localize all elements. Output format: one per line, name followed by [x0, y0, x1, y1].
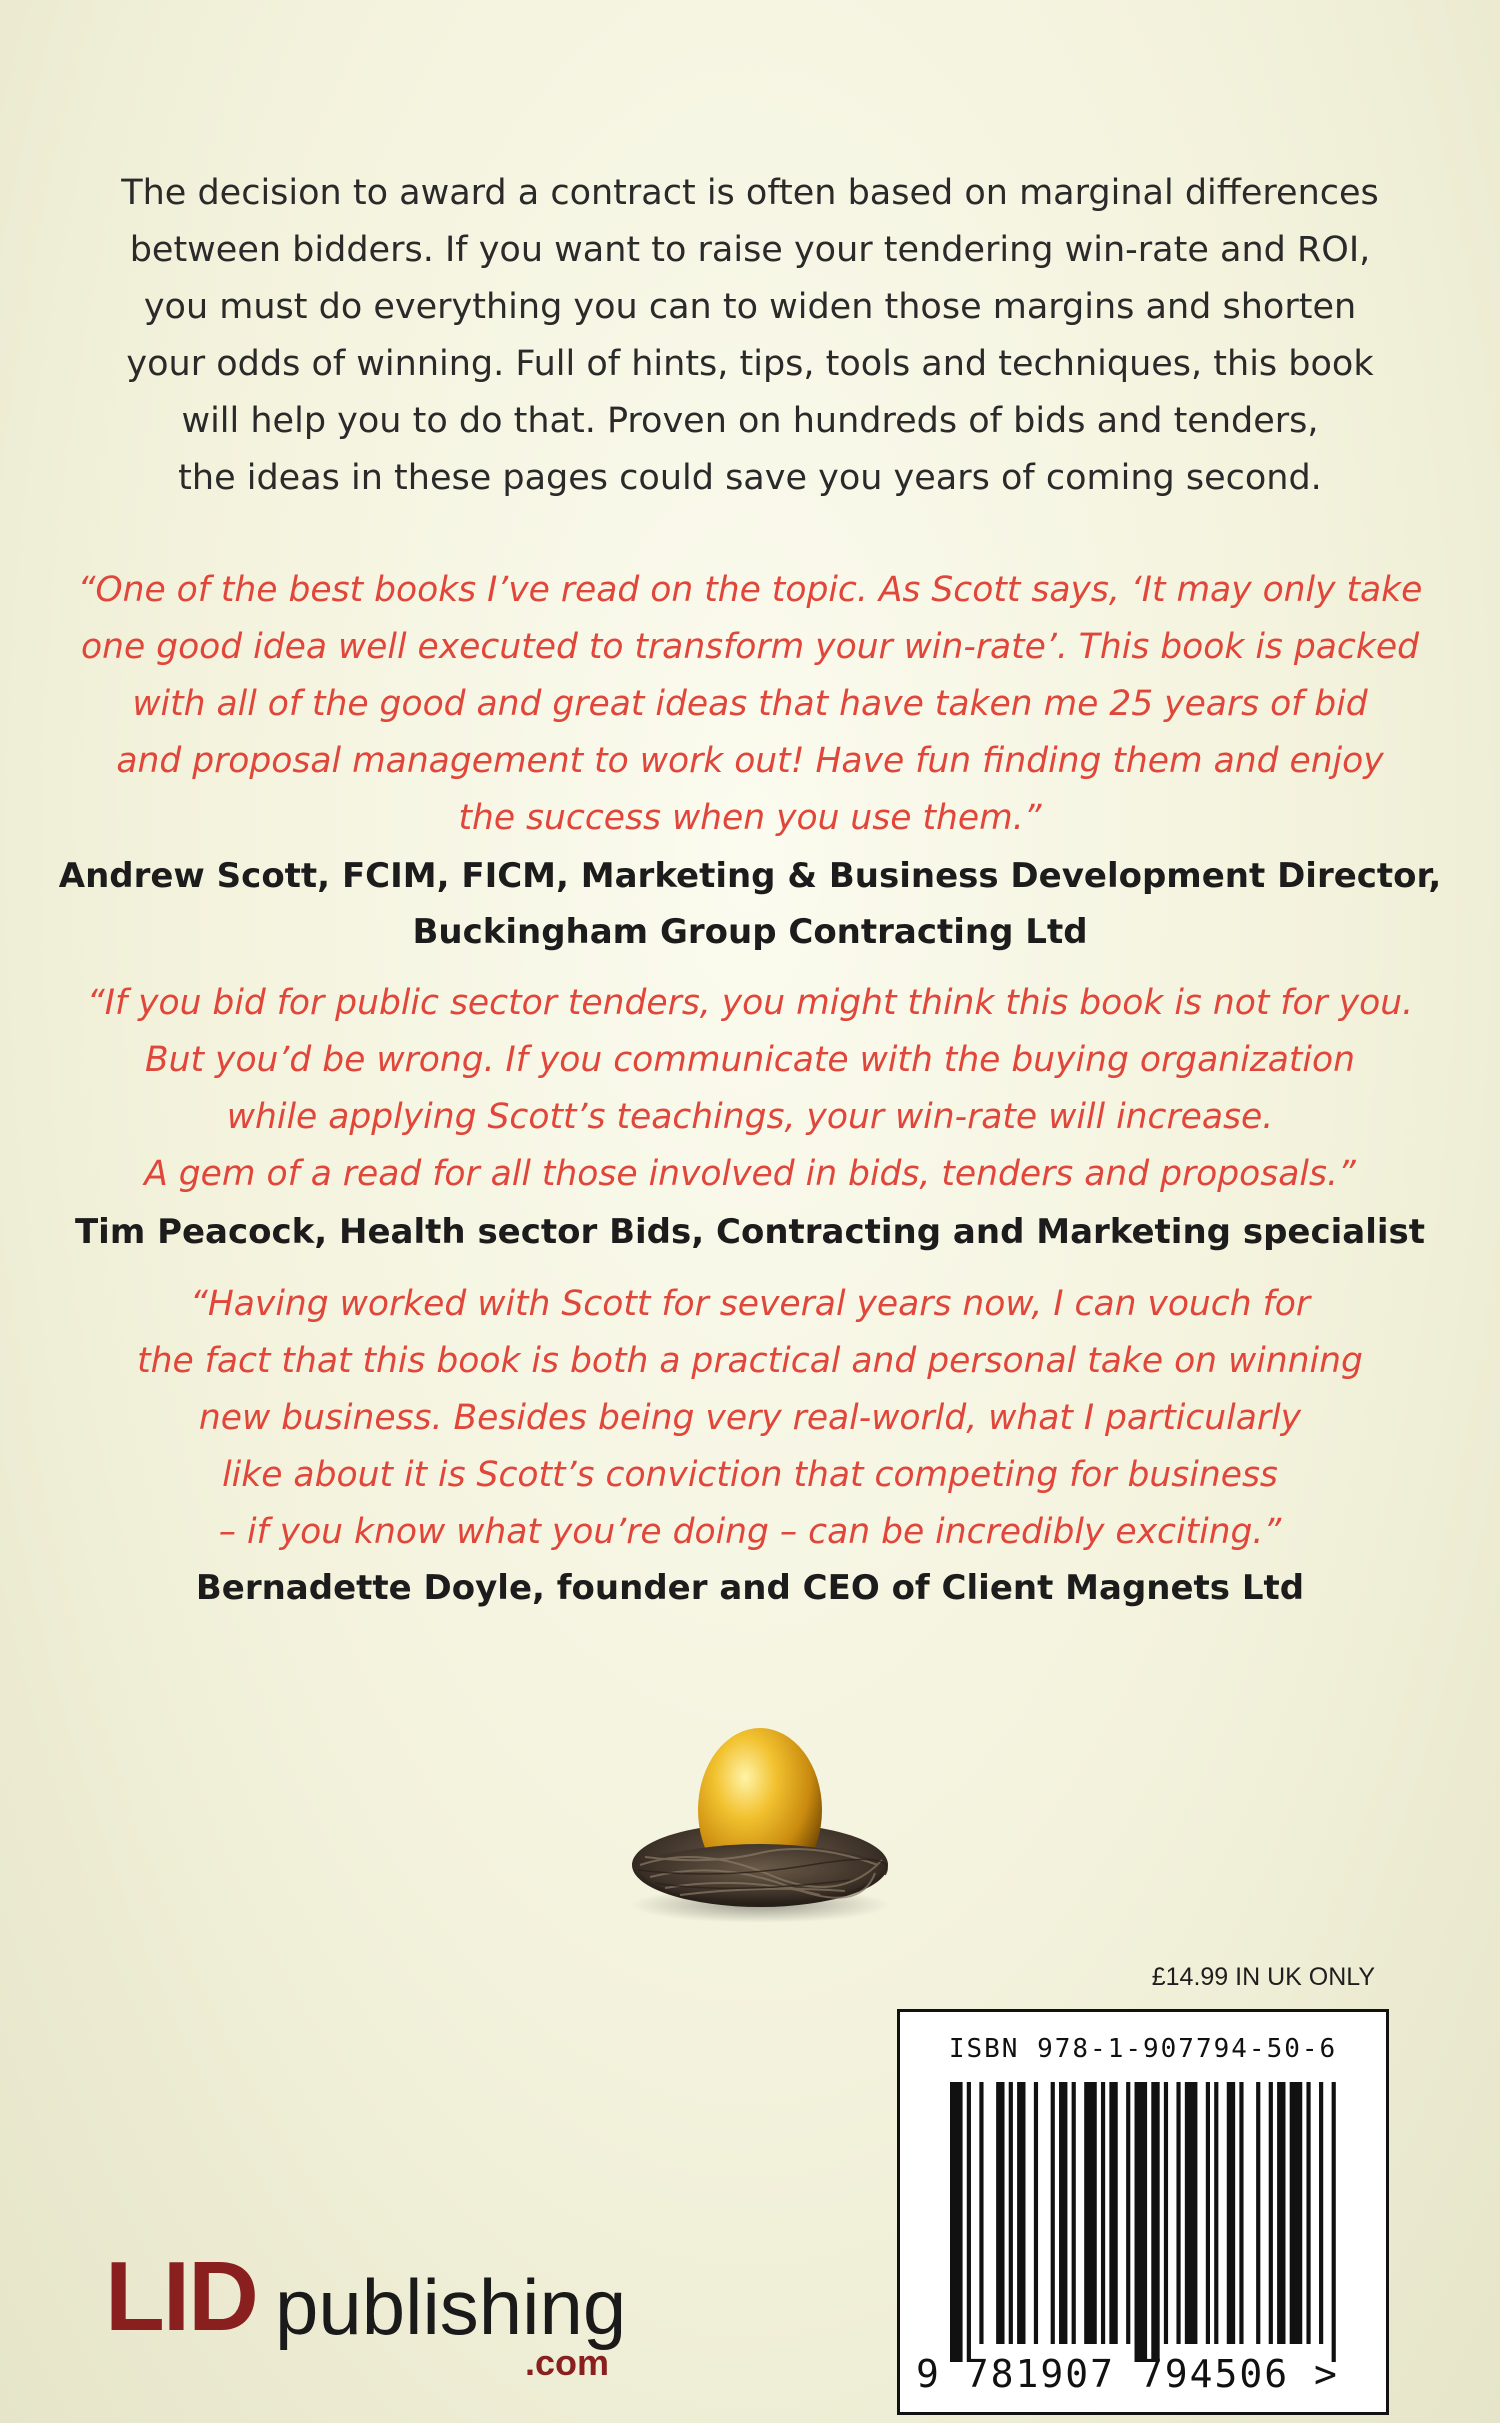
barcode-bar [1126, 2082, 1130, 2344]
barcode-bar [1009, 2082, 1013, 2344]
barcode-digits: 9 781907 794506 > [916, 2352, 1339, 2396]
barcode-bar [967, 2082, 971, 2362]
barcode-bar [1290, 2082, 1303, 2344]
barcode-bars [950, 2082, 1340, 2362]
barcode-bar [1269, 2082, 1273, 2344]
barcode-bar [1256, 2082, 1260, 2344]
golden-egg-nest-illustration [620, 1715, 900, 1925]
barcode-bar [1151, 2082, 1159, 2362]
logo-lid-text: LID [105, 2241, 257, 2351]
testimonial-attribution-bernadette-doyle: Bernadette Doyle, founder and CEO of Client Magnets Ltd [195, 1568, 1305, 1608]
barcode-bar [1214, 2082, 1218, 2344]
barcode-bar [1135, 2082, 1148, 2362]
price-label: £14.99 IN UK ONLY [1151, 1963, 1375, 1991]
testimonial-quote-tim-peacock: “If you bid for public sector tenders, you might think this book is not for you. But you’d be wrong. If you communicate with the buying organization while applying Scott’s teachings, your win-rate will increase. A gem of a read for all those involved in bids, tenders and proposals.” [86, 983, 1414, 1194]
testimonial-attribution-tim-peacock: Tim Peacock, Health sector Bids, Contracting and Marketing specialist [74, 1212, 1426, 1252]
barcode-bar [1164, 2082, 1168, 2344]
barcode-bar [1227, 2082, 1235, 2344]
barcode-bar [1101, 2082, 1105, 2344]
barcode-bar [1277, 2082, 1285, 2344]
barcode-bar [1176, 2082, 1180, 2344]
barcode-bar [1059, 2082, 1067, 2344]
barcode-bar [950, 2082, 963, 2362]
back-cover-blurb: The decision to award a contract is often based on marginal differences between bidders. If you want to raise your tendering win-rate and ROI, you must do everything you can to widen those margins and shorten your odds of winning. Full of hints, tips, tools and techniques, this book will help you to do that. Proven on hundreds of bids and tenders, the ideas in these pages could save you years of coming second. [121, 173, 1379, 498]
barcode-bar [996, 2082, 1004, 2344]
barcode-bar [1319, 2082, 1323, 2344]
barcode-bar [1109, 2082, 1117, 2344]
barcode-bar [1084, 2082, 1097, 2344]
barcode-bar [1239, 2082, 1243, 2344]
testimonial-quote-andrew-scott: “One of the best books I’ve read on the topic. As Scott says, ‘It may only take one good idea well executed to transform your win-rate’. This book is packed with all of the good and great ideas that have taken me 25 years of bid and proposal management to work out! Have fun finding them and enjoy the success when you use them.” [77, 570, 1423, 838]
isbn-barcode [897, 2009, 1389, 2415]
lid-publishing-logo [105, 2240, 665, 2390]
barcode-bar [1017, 2082, 1025, 2344]
barcode-bar [1206, 2082, 1210, 2344]
logo-publishing-text: publishing [275, 2263, 627, 2351]
barcode-bar [1051, 2082, 1055, 2344]
logo-com-text: .com [525, 2342, 610, 2383]
testimonial-quote-bernadette-doyle: “Having worked with Scott for several years now, I can vouch for the fact that this book is both a practical and personal take on winning new business. Besides being very real-world, what I particularly like about it is Scott’s conviction that competing for business – if you know what you’re doing – can be incredibly exciting.” [137, 1284, 1363, 1552]
barcode-bar [1072, 2082, 1076, 2344]
barcode-bar [1306, 2082, 1310, 2344]
isbn-number: ISBN 978-1-907794-50-6 [948, 2034, 1338, 2064]
testimonial-attribution-andrew-scott: Andrew Scott, FCIM, FICM, Marketing & Business Development Director, Buckingham Group Contracting Ltd [58, 856, 1442, 952]
barcode-bar [1185, 2082, 1198, 2344]
barcode-bar [1034, 2082, 1038, 2344]
barcode-bar [1332, 2082, 1336, 2362]
barcode-bar [979, 2082, 983, 2344]
